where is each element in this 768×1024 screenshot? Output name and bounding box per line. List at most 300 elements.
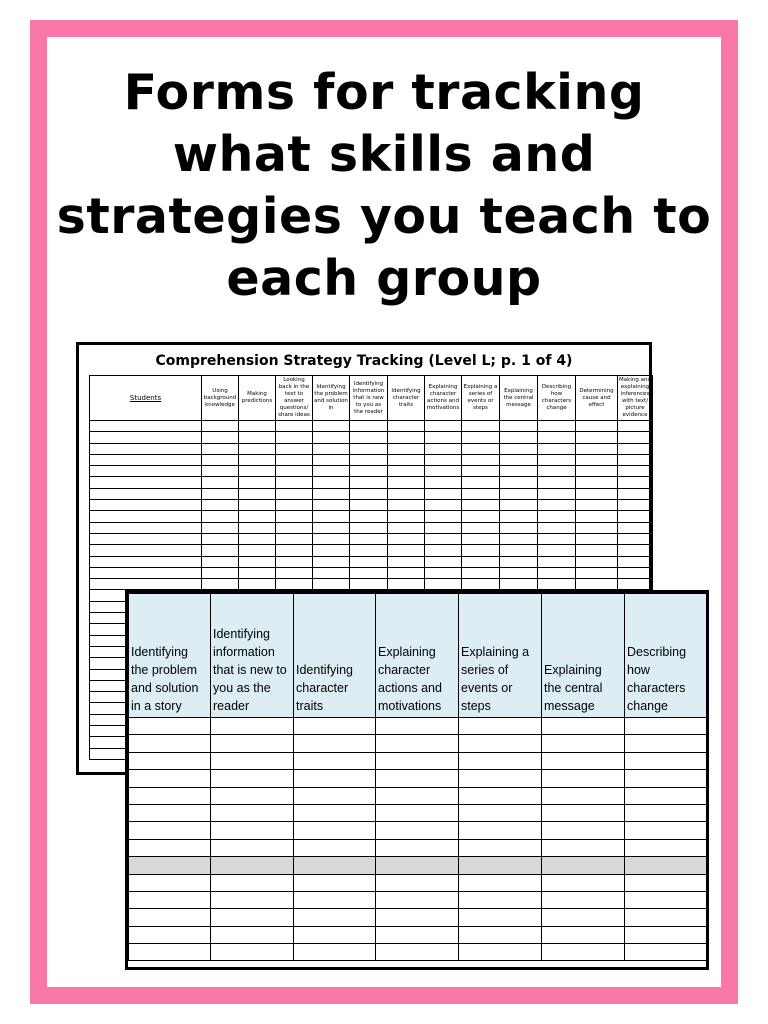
headline-line-2: what skills and bbox=[172, 126, 596, 183]
table-cell bbox=[239, 488, 276, 499]
table-cell bbox=[538, 522, 576, 533]
table-cell bbox=[388, 533, 425, 544]
table-cell bbox=[618, 533, 653, 544]
table-cell bbox=[294, 909, 376, 926]
table-cell bbox=[129, 839, 211, 856]
table-row bbox=[129, 891, 709, 908]
table-cell bbox=[538, 556, 576, 567]
table-cell bbox=[625, 874, 709, 891]
table-cell bbox=[202, 443, 239, 454]
table-cell bbox=[350, 421, 388, 432]
table-cell bbox=[211, 787, 294, 804]
table-cell bbox=[625, 804, 709, 821]
table-cell bbox=[618, 488, 653, 499]
table-cell bbox=[129, 752, 211, 769]
tracking-sheet-front bbox=[125, 590, 709, 970]
table-cell bbox=[211, 891, 294, 908]
table-cell bbox=[462, 545, 500, 556]
table-cell bbox=[425, 466, 462, 477]
table-cell bbox=[388, 421, 425, 432]
table-cell bbox=[276, 567, 313, 578]
table-cell bbox=[129, 891, 211, 908]
table-cell bbox=[202, 477, 239, 488]
table-cell bbox=[462, 488, 500, 499]
table-cell bbox=[202, 511, 239, 522]
table-cell bbox=[276, 579, 313, 590]
table-cell bbox=[376, 752, 459, 769]
table-cell bbox=[294, 926, 376, 943]
table-cell bbox=[239, 511, 276, 522]
table-cell bbox=[376, 787, 459, 804]
table-cell bbox=[538, 466, 576, 477]
table-cell bbox=[500, 443, 538, 454]
table-cell bbox=[202, 579, 239, 590]
table-cell bbox=[462, 511, 500, 522]
table-cell bbox=[459, 926, 542, 943]
table-cell bbox=[542, 891, 625, 908]
table-cell bbox=[500, 432, 538, 443]
table-cell bbox=[459, 735, 542, 752]
table-cell bbox=[376, 944, 459, 961]
table-cell bbox=[239, 567, 276, 578]
table-cell bbox=[625, 822, 709, 839]
table-cell bbox=[500, 488, 538, 499]
table-cell bbox=[500, 567, 538, 578]
table-cell bbox=[425, 556, 462, 567]
table-cell bbox=[90, 579, 202, 590]
table-cell bbox=[376, 839, 459, 856]
table-cell bbox=[202, 545, 239, 556]
table-cell bbox=[542, 718, 625, 735]
table-cell bbox=[313, 556, 350, 567]
table-cell bbox=[538, 500, 576, 511]
headline-line-1: Forms for tracking bbox=[123, 64, 645, 121]
table-cell bbox=[294, 752, 376, 769]
table-cell bbox=[425, 567, 462, 578]
table-cell bbox=[618, 545, 653, 556]
table-cell bbox=[576, 579, 618, 590]
table-cell bbox=[376, 926, 459, 943]
table-cell bbox=[462, 477, 500, 488]
table-cell bbox=[618, 567, 653, 578]
table-cell bbox=[625, 926, 709, 943]
table-cell bbox=[388, 511, 425, 522]
table-cell bbox=[462, 421, 500, 432]
table-cell bbox=[625, 891, 709, 908]
table-cell bbox=[618, 421, 653, 432]
table-cell bbox=[462, 432, 500, 443]
table-cell bbox=[313, 579, 350, 590]
headline-line-3: strategies you teach to bbox=[56, 188, 712, 245]
table-row bbox=[129, 752, 709, 769]
table-cell bbox=[90, 533, 202, 544]
table-cell bbox=[313, 454, 350, 465]
table-cell bbox=[425, 511, 462, 522]
table-row bbox=[129, 839, 709, 856]
table-cell bbox=[462, 533, 500, 544]
table-cell bbox=[239, 533, 276, 544]
table-cell bbox=[376, 874, 459, 891]
table-cell bbox=[350, 511, 388, 522]
table-row bbox=[90, 579, 653, 590]
table-cell bbox=[500, 533, 538, 544]
table-cell bbox=[294, 770, 376, 787]
table-cell bbox=[618, 511, 653, 522]
table-cell bbox=[625, 909, 709, 926]
table-cell bbox=[618, 579, 653, 590]
table-cell bbox=[425, 454, 462, 465]
table-cell bbox=[462, 466, 500, 477]
table-cell bbox=[542, 857, 625, 874]
table-cell bbox=[294, 857, 376, 874]
table-cell bbox=[542, 909, 625, 926]
table-row bbox=[129, 944, 709, 961]
column-header-students: Students bbox=[90, 376, 202, 421]
table-cell bbox=[276, 466, 313, 477]
table-cell bbox=[376, 857, 459, 874]
table-cell bbox=[294, 822, 376, 839]
table-cell bbox=[350, 477, 388, 488]
table-cell bbox=[388, 432, 425, 443]
table-cell bbox=[376, 891, 459, 908]
table-cell bbox=[90, 432, 202, 443]
table-row bbox=[90, 477, 653, 488]
column-header: Explaining character actions and motivations bbox=[376, 594, 459, 718]
table-cell bbox=[90, 545, 202, 556]
table-cell bbox=[313, 477, 350, 488]
table-cell bbox=[618, 443, 653, 454]
table-cell bbox=[538, 488, 576, 499]
table-cell bbox=[202, 454, 239, 465]
table-cell bbox=[459, 909, 542, 926]
table-row bbox=[90, 522, 653, 533]
table-cell bbox=[542, 926, 625, 943]
column-header: Identifying information that is new to you as the reader bbox=[211, 594, 294, 718]
table-cell bbox=[129, 770, 211, 787]
table-cell bbox=[538, 533, 576, 544]
table-cell bbox=[350, 545, 388, 556]
table-cell bbox=[313, 443, 350, 454]
table-cell bbox=[425, 522, 462, 533]
table-cell bbox=[350, 443, 388, 454]
table-cell bbox=[500, 556, 538, 567]
table-cell bbox=[500, 500, 538, 511]
table-cell bbox=[459, 787, 542, 804]
table-cell bbox=[542, 944, 625, 961]
table-cell bbox=[129, 909, 211, 926]
table-cell bbox=[500, 421, 538, 432]
table-cell bbox=[211, 944, 294, 961]
table-cell bbox=[313, 567, 350, 578]
table-cell bbox=[462, 567, 500, 578]
table-cell bbox=[313, 545, 350, 556]
table-cell bbox=[276, 522, 313, 533]
table-row bbox=[129, 787, 709, 804]
table-row bbox=[90, 421, 653, 432]
table-cell bbox=[618, 454, 653, 465]
table-cell bbox=[202, 533, 239, 544]
column-header: Explaining the central message bbox=[500, 376, 538, 421]
table-cell bbox=[425, 432, 462, 443]
table-cell bbox=[625, 735, 709, 752]
table-cell bbox=[239, 556, 276, 567]
page-headline bbox=[47, 62, 721, 310]
table-cell bbox=[388, 454, 425, 465]
table-cell bbox=[129, 874, 211, 891]
table-cell bbox=[202, 556, 239, 567]
table-cell bbox=[500, 579, 538, 590]
table-cell bbox=[276, 432, 313, 443]
table-cell bbox=[202, 421, 239, 432]
table-cell bbox=[542, 874, 625, 891]
table-cell bbox=[618, 432, 653, 443]
table-cell bbox=[462, 443, 500, 454]
table-cell bbox=[276, 477, 313, 488]
column-header: Describing how characters change bbox=[538, 376, 576, 421]
table-cell bbox=[576, 556, 618, 567]
table-cell bbox=[542, 804, 625, 821]
column-header: Making predictions bbox=[239, 376, 276, 421]
table-cell bbox=[294, 804, 376, 821]
front-tracking-table bbox=[128, 593, 709, 961]
headline-line-4: each group bbox=[226, 250, 542, 307]
table-row bbox=[90, 511, 653, 522]
table-cell bbox=[90, 421, 202, 432]
table-cell bbox=[625, 752, 709, 769]
table-cell bbox=[211, 909, 294, 926]
table-row bbox=[90, 556, 653, 567]
table-cell bbox=[425, 477, 462, 488]
table-cell bbox=[239, 545, 276, 556]
table-row bbox=[90, 533, 653, 544]
table-cell bbox=[388, 567, 425, 578]
column-header: Identifying character traits bbox=[388, 376, 425, 421]
table-cell bbox=[459, 718, 542, 735]
table-cell bbox=[538, 421, 576, 432]
table-cell bbox=[576, 511, 618, 522]
table-cell bbox=[294, 874, 376, 891]
table-cell bbox=[500, 454, 538, 465]
table-cell bbox=[618, 556, 653, 567]
table-cell bbox=[576, 421, 618, 432]
table-cell bbox=[202, 432, 239, 443]
table-cell bbox=[276, 545, 313, 556]
table-cell bbox=[625, 839, 709, 856]
table-cell bbox=[459, 770, 542, 787]
table-cell bbox=[129, 804, 211, 821]
table-cell bbox=[500, 522, 538, 533]
table-cell bbox=[202, 500, 239, 511]
table-cell bbox=[211, 735, 294, 752]
table-cell bbox=[459, 752, 542, 769]
table-cell bbox=[350, 500, 388, 511]
table-cell bbox=[425, 421, 462, 432]
table-cell bbox=[376, 909, 459, 926]
table-cell bbox=[294, 787, 376, 804]
table-cell bbox=[202, 522, 239, 533]
table-row bbox=[129, 822, 709, 839]
table-row bbox=[129, 718, 709, 735]
table-cell bbox=[625, 944, 709, 961]
table-cell bbox=[294, 891, 376, 908]
table-cell bbox=[376, 735, 459, 752]
table-cell bbox=[90, 567, 202, 578]
column-header: Looking back in the text to answer questions/ share ideas bbox=[276, 376, 313, 421]
column-header: Explaining a series of events or steps bbox=[459, 594, 542, 718]
table-cell bbox=[239, 477, 276, 488]
table-cell bbox=[239, 454, 276, 465]
table-row bbox=[90, 454, 653, 465]
column-header: Using background knowledge bbox=[202, 376, 239, 421]
table-cell bbox=[576, 567, 618, 578]
table-cell bbox=[625, 787, 709, 804]
table-row bbox=[129, 735, 709, 752]
table-cell bbox=[211, 839, 294, 856]
table-cell bbox=[313, 432, 350, 443]
table-cell bbox=[459, 857, 542, 874]
table-row bbox=[90, 488, 653, 499]
table-cell bbox=[202, 488, 239, 499]
table-cell bbox=[388, 579, 425, 590]
table-cell bbox=[90, 488, 202, 499]
column-header: Identifying character traits bbox=[294, 594, 376, 718]
table-cell bbox=[294, 735, 376, 752]
table-cell bbox=[294, 944, 376, 961]
table-cell bbox=[276, 533, 313, 544]
table-cell bbox=[350, 556, 388, 567]
table-cell bbox=[576, 443, 618, 454]
table-cell bbox=[500, 477, 538, 488]
table-row bbox=[129, 804, 709, 821]
table-cell bbox=[129, 857, 211, 874]
table-cell bbox=[202, 466, 239, 477]
column-header: Explaining a series of events or steps bbox=[462, 376, 500, 421]
table-cell bbox=[211, 752, 294, 769]
column-header: Identifying the problem and solution in a story bbox=[129, 594, 211, 718]
table-cell bbox=[542, 752, 625, 769]
column-header: Determining cause and effect bbox=[576, 376, 618, 421]
table-row bbox=[129, 770, 709, 787]
table-cell bbox=[459, 944, 542, 961]
table-cell bbox=[538, 443, 576, 454]
table-cell bbox=[388, 477, 425, 488]
table-cell bbox=[90, 500, 202, 511]
table-cell bbox=[459, 804, 542, 821]
table-cell bbox=[576, 488, 618, 499]
table-cell bbox=[202, 567, 239, 578]
table-cell bbox=[462, 579, 500, 590]
table-cell bbox=[388, 466, 425, 477]
table-cell bbox=[211, 857, 294, 874]
table-cell bbox=[90, 522, 202, 533]
table-row bbox=[90, 443, 653, 454]
table-cell bbox=[459, 891, 542, 908]
table-cell bbox=[538, 545, 576, 556]
table-cell bbox=[276, 500, 313, 511]
table-cell bbox=[276, 556, 313, 567]
table-cell bbox=[388, 488, 425, 499]
table-cell bbox=[129, 822, 211, 839]
table-cell bbox=[276, 454, 313, 465]
table-cell bbox=[239, 579, 276, 590]
table-row bbox=[129, 926, 709, 943]
table-cell bbox=[538, 511, 576, 522]
table-cell bbox=[313, 466, 350, 477]
table-cell bbox=[425, 579, 462, 590]
table-row bbox=[90, 500, 653, 511]
table-cell bbox=[313, 500, 350, 511]
table-cell bbox=[576, 432, 618, 443]
table-cell bbox=[90, 466, 202, 477]
table-cell bbox=[211, 804, 294, 821]
table-cell bbox=[425, 488, 462, 499]
table-cell bbox=[542, 770, 625, 787]
table-cell bbox=[294, 839, 376, 856]
table-cell bbox=[239, 522, 276, 533]
table-cell bbox=[576, 477, 618, 488]
table-cell bbox=[129, 926, 211, 943]
table-cell bbox=[239, 432, 276, 443]
table-cell bbox=[350, 432, 388, 443]
table-cell bbox=[313, 421, 350, 432]
table-row bbox=[90, 432, 653, 443]
table-row bbox=[90, 567, 653, 578]
table-cell bbox=[313, 511, 350, 522]
table-cell bbox=[500, 545, 538, 556]
table-row bbox=[129, 857, 709, 874]
table-row bbox=[90, 545, 653, 556]
table-cell bbox=[388, 500, 425, 511]
table-cell bbox=[462, 454, 500, 465]
table-cell bbox=[90, 443, 202, 454]
column-header: Explaining the central message bbox=[542, 594, 625, 718]
table-cell bbox=[276, 511, 313, 522]
table-cell bbox=[576, 522, 618, 533]
table-cell bbox=[425, 545, 462, 556]
table-cell bbox=[211, 770, 294, 787]
table-cell bbox=[576, 454, 618, 465]
table-cell bbox=[350, 522, 388, 533]
table-cell bbox=[618, 500, 653, 511]
table-cell bbox=[538, 454, 576, 465]
table-cell bbox=[276, 443, 313, 454]
table-cell bbox=[388, 545, 425, 556]
table-cell bbox=[542, 735, 625, 752]
tracking-sheet-title: Comprehension Strategy Tracking (Level L; p. 1 of 4) bbox=[155, 353, 573, 369]
table-cell bbox=[90, 477, 202, 488]
table-cell bbox=[211, 926, 294, 943]
table-cell bbox=[618, 522, 653, 533]
table-cell bbox=[462, 522, 500, 533]
table-cell bbox=[239, 500, 276, 511]
table-cell bbox=[376, 770, 459, 787]
table-cell bbox=[500, 511, 538, 522]
table-cell bbox=[350, 533, 388, 544]
table-cell bbox=[313, 488, 350, 499]
table-cell bbox=[313, 533, 350, 544]
column-header: Explaining character actions and motivations bbox=[425, 376, 462, 421]
table-cell bbox=[350, 454, 388, 465]
table-cell bbox=[276, 421, 313, 432]
column-header: Describing how characters change bbox=[625, 594, 709, 718]
table-cell bbox=[618, 466, 653, 477]
table-cell bbox=[542, 822, 625, 839]
table-cell bbox=[500, 466, 538, 477]
table-cell bbox=[350, 488, 388, 499]
table-cell bbox=[625, 857, 709, 874]
table-cell bbox=[425, 533, 462, 544]
table-cell bbox=[538, 579, 576, 590]
